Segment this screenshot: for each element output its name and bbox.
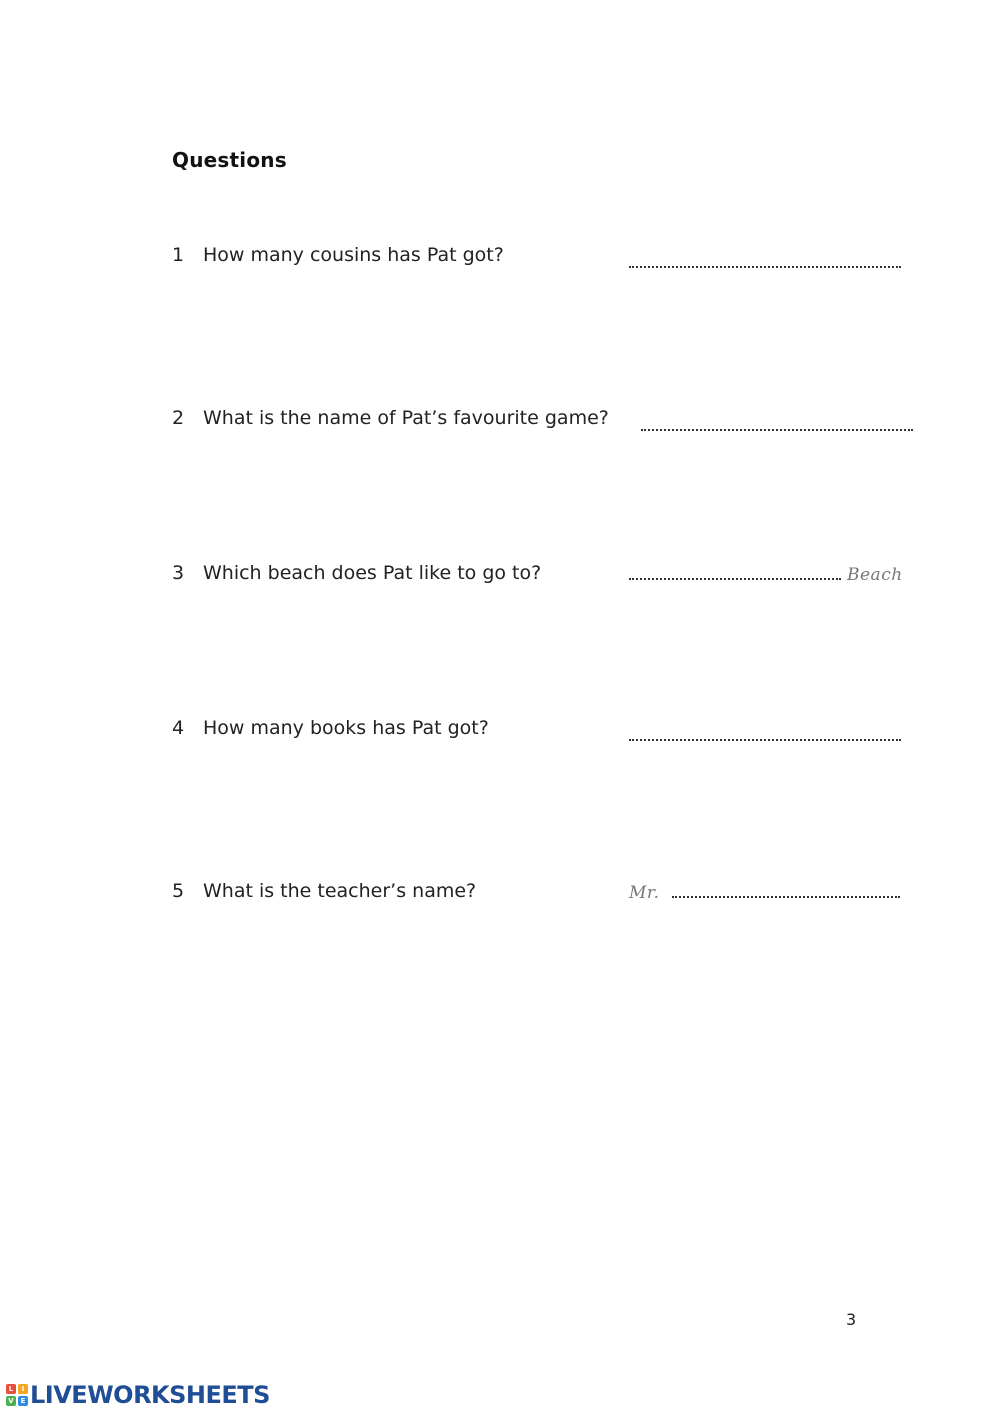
question-item-2 [172, 407, 932, 447]
answer-area [629, 252, 901, 273]
answer-area [629, 564, 903, 585]
question-item-3 [172, 562, 932, 602]
question-text: Which beach does Pat like to go to? [203, 562, 542, 584]
question-text: How many cousins has Pat got? [203, 244, 504, 266]
page-number: 3 [846, 1310, 857, 1329]
question-number: 3 [172, 562, 185, 584]
answer-field-5[interactable] [672, 882, 900, 898]
question-number: 5 [172, 880, 185, 902]
answer-area [629, 882, 900, 903]
answer-area [641, 415, 913, 436]
question-number: 1 [172, 244, 185, 266]
logo-tile: V [6, 1396, 16, 1406]
question-text: What is the name of Pat’s favourite game? [203, 407, 609, 429]
brand-logo-icon [6, 1384, 28, 1406]
question-item-1 [172, 244, 932, 284]
logo-tile: L [6, 1384, 16, 1394]
answer-field-2[interactable] [641, 415, 913, 431]
question-text: What is the teacher’s name? [203, 880, 477, 902]
answer-prefix: Mr. [629, 883, 660, 903]
question-number: 4 [172, 717, 185, 739]
answer-field-4[interactable] [629, 725, 901, 741]
brand-footer[interactable] [6, 1380, 270, 1410]
question-item-5 [172, 880, 932, 920]
logo-tile: I [18, 1384, 28, 1394]
brand-name: LIVEWORKSHEETS [30, 1381, 270, 1409]
answer-field-1[interactable] [629, 252, 901, 268]
question-text: How many books has Pat got? [203, 717, 489, 739]
answer-area [629, 725, 901, 746]
answer-field-3[interactable] [629, 564, 841, 580]
page-title: Questions [172, 148, 287, 172]
question-number: 2 [172, 407, 185, 429]
answer-suffix: Beach [847, 565, 903, 585]
question-item-4 [172, 717, 932, 757]
logo-tile: E [18, 1396, 28, 1406]
